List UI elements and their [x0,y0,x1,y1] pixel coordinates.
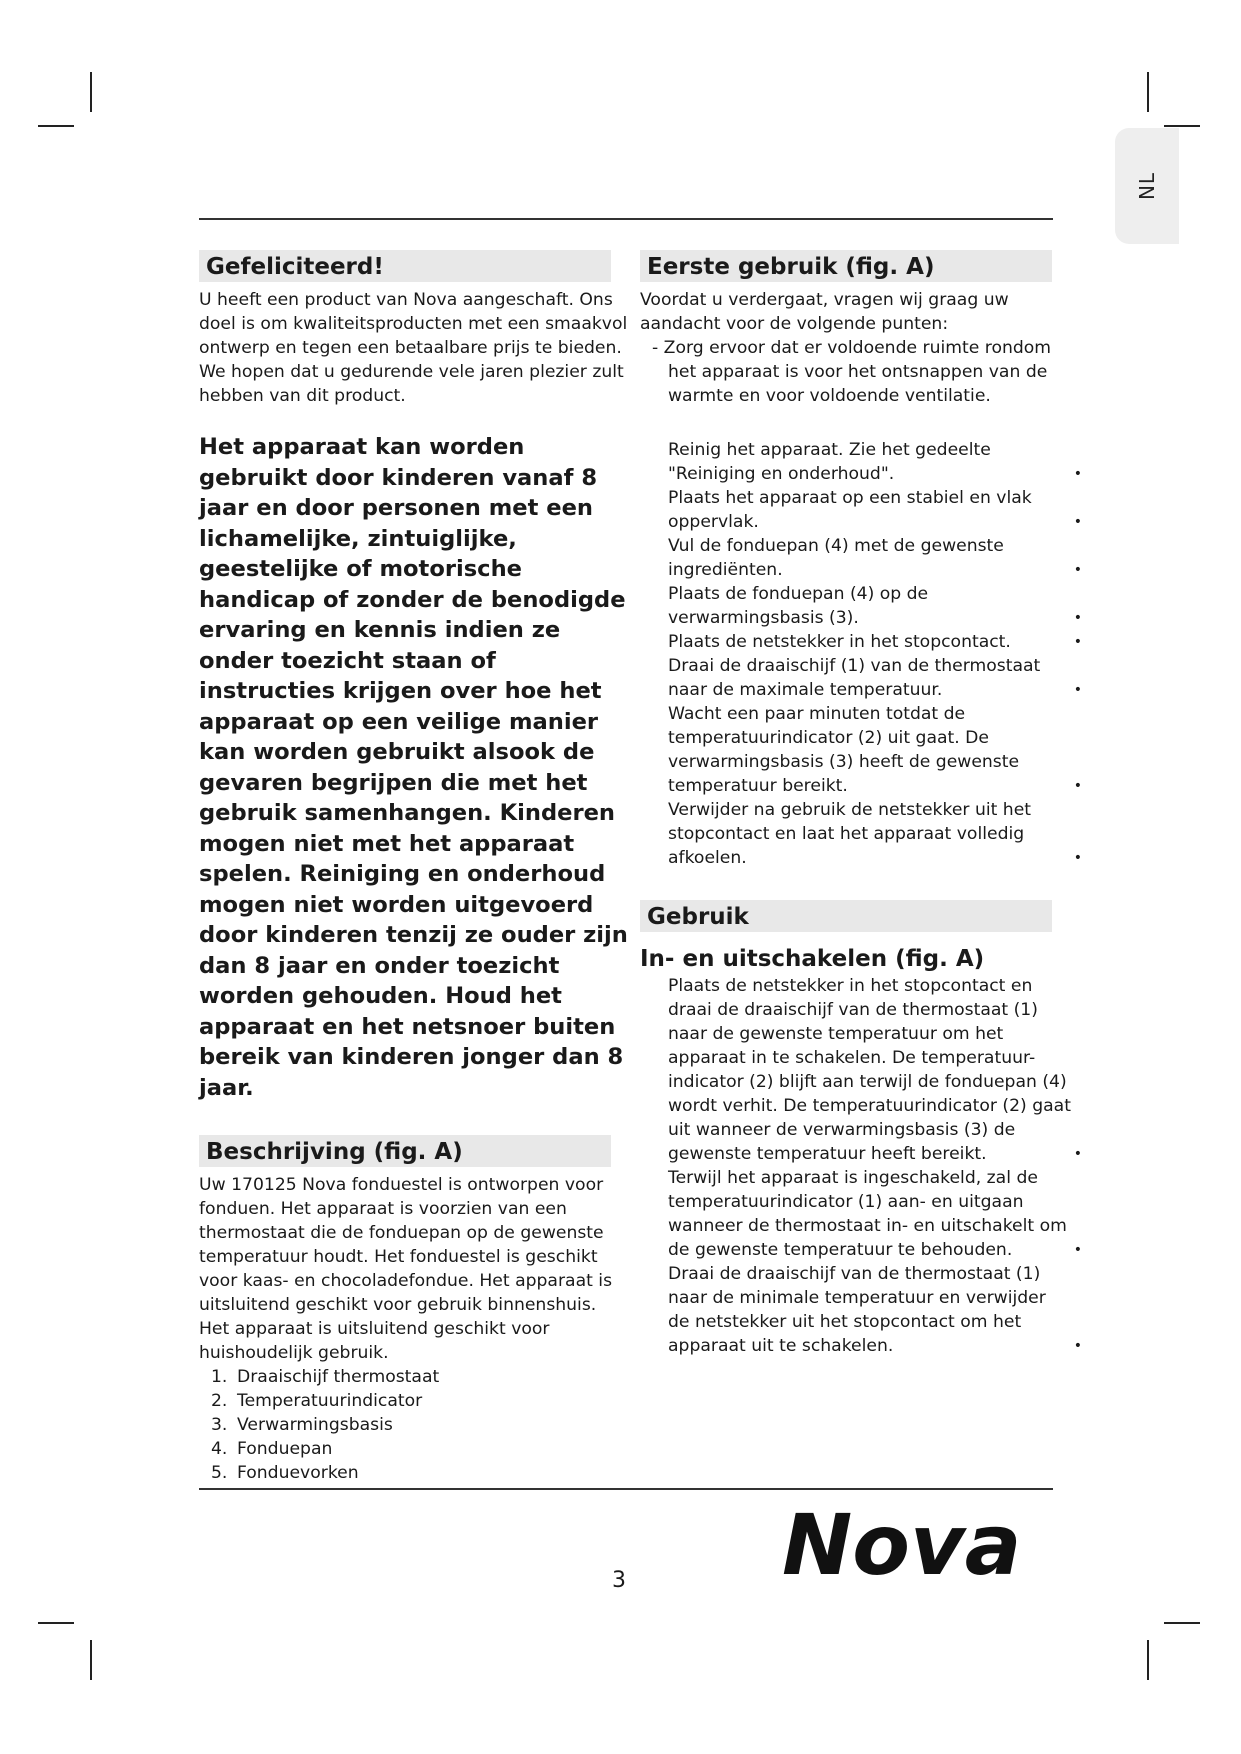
item-number: 2. [211,1391,228,1411]
onoff-heading: In- en uitschakelen (fig. A) [640,946,985,972]
item-label: Temperatuurindicator [237,1391,423,1411]
onoff-steps [640,974,1080,1358]
congrats-heading: Gefeliciteerd! [199,250,611,282]
list-item [211,1461,631,1485]
step-text: Wacht een paar minuten totdat de temperatuurindicator (2) uit gaat. De verwarmingsbasis (3) heeft de gewenste temperatuur bereikt. [668,704,1020,796]
item-label: Fonduevorken [237,1463,359,1483]
item-number: 5. [211,1463,228,1483]
bullet-icon: • [1073,850,1082,866]
list-item [668,702,1080,798]
step-text: Draai de draaischijf (1) van de thermostaat naar de maximale temperatuur. [668,656,1041,700]
list-item [668,798,1080,870]
first-use-dash-item: - Zorg ervoor dat er voldoende ruimte rondom het apparaat is voor het ontsnappen van de warmte en voor voldoende ventilatie. [652,338,1052,406]
step-text: Plaats de netstekker in het stopcontact en draai de draaischijf van de thermostaat (1) naar de gewenste temperatuur om het apparaat in te schakelen. De temperatuur-indicator (2) blijft aan terwijl de fonduepan (4) wordt verhit. De temperatuurindicator (2) gaat uit wanneer de verwarmingsbasis (3) de gewenste temperatuur heeft bereikt. [668,976,1071,1164]
item-label: Draaischijf thermostaat [237,1367,440,1387]
item-number: 3. [211,1415,228,1435]
crop-mark [90,1640,92,1680]
bullet-icon: • [1073,1242,1082,1258]
bullet-icon: • [1073,1146,1082,1162]
description-heading: Beschrijving (fig. A) [199,1135,611,1167]
bottom-rule [199,1488,1053,1490]
step-text: Plaats de netstekker in het stopcontact. [668,632,1011,652]
step-text: Draai de draaischijf van de thermostaat (1) naar de minimale temperatuur en verwijder de netstekker uit het stopcontact om het apparaat uit te schakelen. [668,1264,1046,1356]
crop-mark [1164,1622,1200,1624]
list-item [211,1365,631,1389]
page-number: 3 [612,1568,626,1593]
list-item [211,1389,631,1413]
list-item [668,534,1080,582]
list-item [668,582,1080,630]
list-item [668,486,1080,534]
crop-mark [1164,125,1200,127]
first-use-heading: Eerste gebruik (fig. A) [640,250,1052,282]
step-text: Plaats het apparaat op een stabiel en vlak oppervlak. [668,488,1032,532]
use-heading: Gebruik [640,900,1052,932]
first-use-steps [640,438,1080,870]
congrats-body: U heeft een product van Nova aangeschaft. Ons doel is om kwaliteitsproducten met een smaakvol ontwerp en tegen een betaalbare prijs te bieden. We hopen dat u gedurende vele jaren plezier zult hebben van dit product. [199,290,628,406]
first-use-intro: Voordat u verdergaat, vragen wij graag uw aandacht voor de volgende punten: [640,290,1009,334]
logo-text: Nova [782,1500,1022,1588]
step-text: Reinig het apparaat. Zie het gedeelte "Reiniging en onderhoud". [668,440,991,484]
list-item [668,438,1080,486]
item-label: Verwarmingsbasis [237,1415,393,1435]
item-number: 1. [211,1367,228,1387]
step-text: Plaats de fonduepan (4) op de verwarmingsbasis (3). [668,584,929,628]
step-text: Terwijl het apparaat is ingeschakeld, zal de temperatuurindicator (1) aan- en uitgaan wanneer de thermostaat in- en uitschakelt om de gewenste temperatuur te behouden. [668,1168,1067,1260]
bullet-icon: • [1073,778,1082,794]
bullet-icon: • [1073,682,1082,698]
list-item [668,1262,1080,1358]
item-label: Fonduepan [237,1439,333,1459]
crop-mark [1147,72,1149,112]
step-text: Vul de fonduepan (4) met de gewenste ingrediënten. [668,536,1004,580]
crop-mark [90,72,92,112]
top-rule [199,218,1053,220]
crop-mark [38,1622,74,1624]
step-text: Verwijder na gebruik de netstekker uit het stopcontact en laat het apparaat volledig afkoelen. [668,800,1032,868]
list-item [668,654,1080,702]
bullet-icon: • [1073,634,1082,650]
bullet-icon: • [1073,514,1082,530]
list-item [668,1166,1080,1262]
right-column [640,250,1080,1358]
language-label: NL [1135,171,1159,201]
nova-logo [778,1500,1050,1588]
left-column [199,250,631,1485]
crop-mark [1147,1640,1149,1680]
bullet-icon: • [1073,562,1082,578]
bullet-icon: • [1073,1338,1082,1354]
safety-warning: Het apparaat kan worden gebruikt door kinderen vanaf 8 jaar en door personen met een lichamelijke, zintuiglijke, geestelijke of motorische handicap of zonder de benodigde ervaring en kennis indien ze onder toezicht staan of instructies krijgen over hoe het apparaat op een veilige manier kan worden gebruikt alsook de gevaren begrijpen die met het gebruik samenhangen. Kinderen mogen niet met het apparaat spelen. Reiniging en onderhoud mogen niet worden uitgevoerd door kinderen tenzij ze ouder zijn dan 8 jaar en onder toezicht worden gehouden. Houd het apparaat en het netsnoer buiten bereik van kinderen jonger dan 8 jaar. [199,434,628,1101]
bullet-icon: • [1073,466,1082,482]
list-item [211,1413,631,1437]
language-tab [1115,128,1179,244]
parts-list [199,1365,631,1485]
item-number: 4. [211,1439,228,1459]
crop-mark [38,125,74,127]
list-item [211,1437,631,1461]
list-item [668,974,1080,1166]
list-item [668,630,1080,654]
description-body: Uw 170125 Nova fonduestel is ontworpen voor fonduen. Het apparaat is voorzien van een thermostaat die de fonduepan op de gewenste temperatuur houdt. Het fonduestel is geschikt voor kaas- en chocoladefondue. Het apparaat is uitsluitend geschikt voor gebruik binnenshuis. Het apparaat is uitsluitend geschikt voor huishoudelijk gebruik. [199,1175,613,1363]
bullet-icon: • [1073,610,1082,626]
